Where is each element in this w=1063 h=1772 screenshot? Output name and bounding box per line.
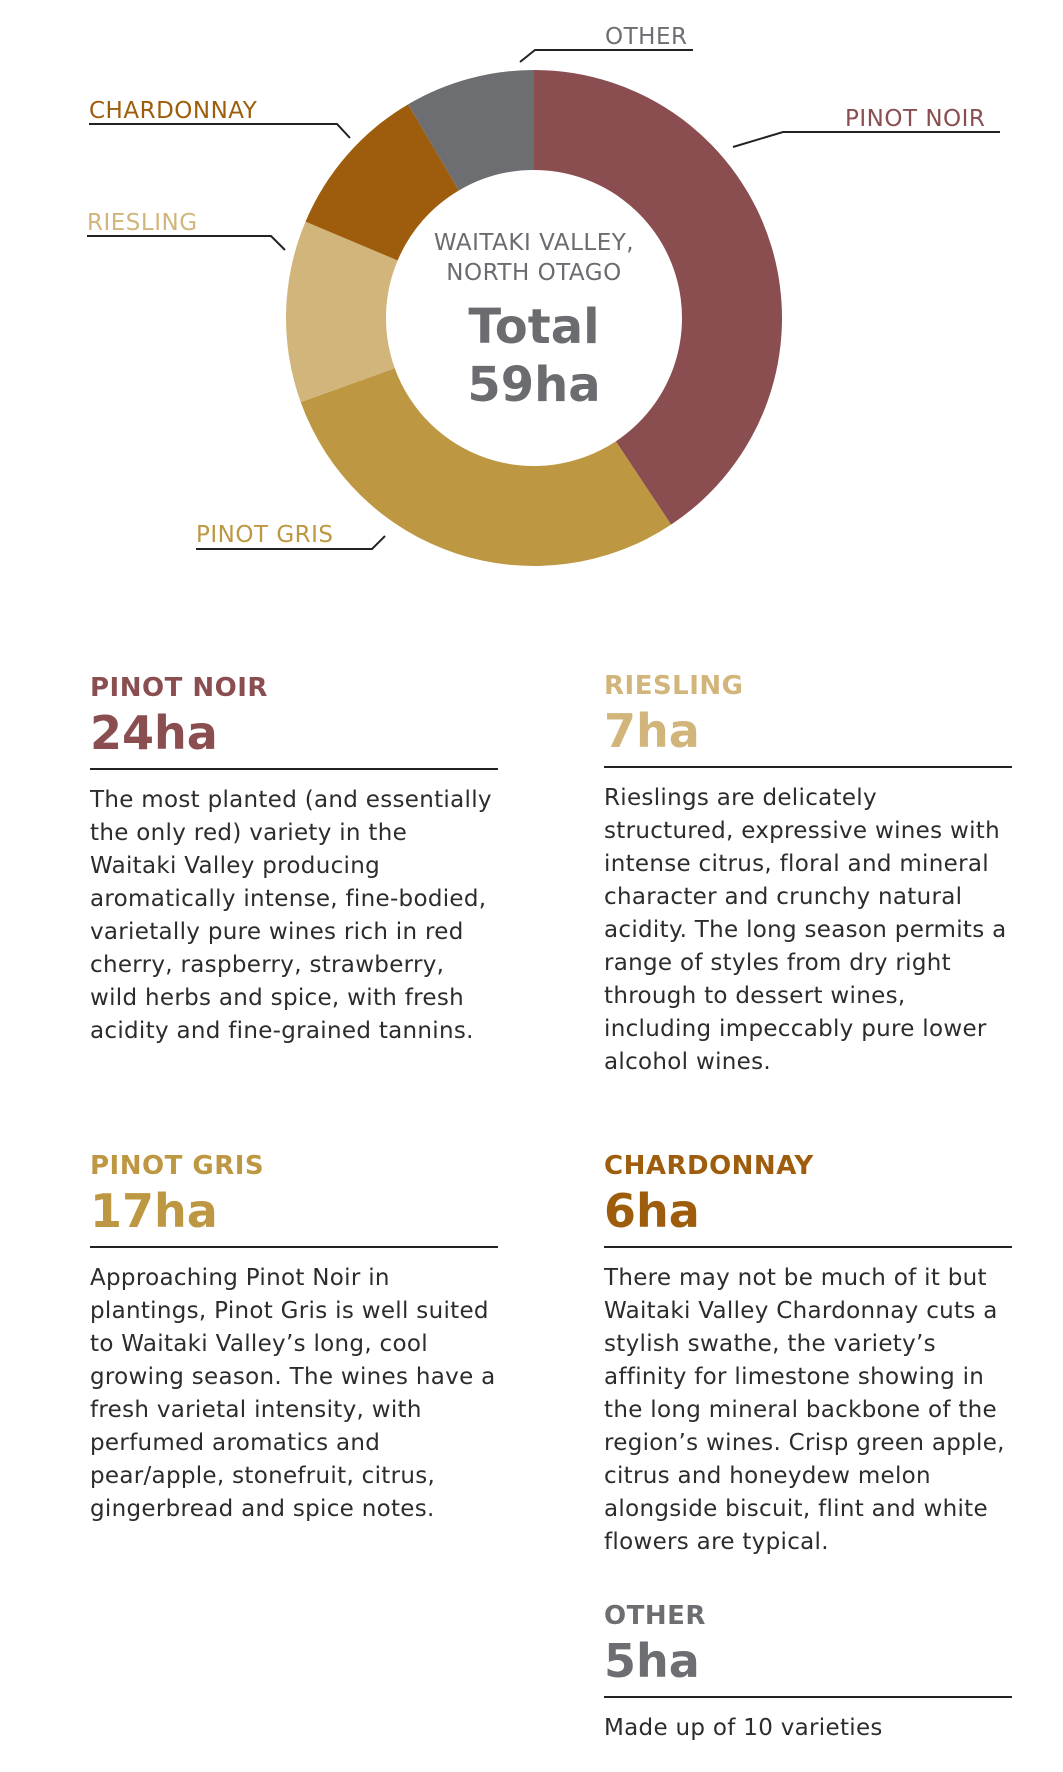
slice-label-riesling: RIESLING (87, 210, 198, 236)
slice-label-pinot-gris: PINOT GRIS (196, 522, 334, 548)
slice-label-chardonnay: CHARDONNAY (89, 98, 258, 124)
card-description: There may not be much of it but Waitaki Valley Chardonnay cuts a stylish swathe, the variety’s affinity for limestone showing in the long mineral backbone of the region’s wines. Crisp green apple, citrus and honeydew melon alongside biscuit, flint and white flowers are typical. (604, 1265, 1005, 1555)
card-divider (604, 766, 1012, 768)
card-divider (604, 1696, 1012, 1698)
card-riesling (604, 670, 1012, 1079)
leader-line-chardonnay (89, 124, 350, 138)
center-subtitle-line-2: NORTH OTAGO (446, 260, 622, 286)
card-description: Made up of 10 varieties (604, 1715, 883, 1741)
center-subtitle-line-1: WAITAKI VALLEY, (433, 230, 635, 256)
donut-chart (0, 0, 1063, 600)
card-variety-name: PINOT NOIR (90, 673, 268, 703)
card-divider (90, 768, 498, 770)
card-hectares: 5ha (604, 1634, 700, 1688)
slice-label-pinot-noir: PINOT NOIR (845, 106, 986, 132)
card-description: Approaching Pinot Noir in plantings, Pinot Gris is well suited to Waitaki Valley’s long, cool growing season. The wines have a fresh varietal intensity, with perfumed aromatics and pear/apple, stonefruit, citrus, gingerbread and spice notes. (90, 1265, 496, 1522)
card-variety-name: PINOT GRIS (90, 1151, 265, 1181)
card-hectares: 17ha (90, 1184, 218, 1238)
card-hectares: 6ha (604, 1184, 700, 1238)
card-chardonnay (604, 1150, 1012, 1559)
card-hectares: 24ha (90, 706, 218, 760)
card-divider (604, 1246, 1012, 1248)
card-variety-name: CHARDONNAY (604, 1151, 814, 1181)
card-variety-name: RIESLING (604, 671, 744, 701)
leader-line-other (520, 50, 693, 62)
card-divider (90, 1246, 498, 1248)
card-hectares: 7ha (604, 704, 700, 758)
card-pinot-noir (90, 672, 498, 1048)
leader-line-riesling (87, 236, 285, 250)
card-description: Rieslings are delicately structured, expressive wines with intense citrus, floral and mineral character and crunchy natural acidity. The long season permits a range of styles from dry right through to dessert wines, including impeccably pure lower alcohol wines. (604, 785, 1007, 1075)
card-description: The most planted (and essentially the only red) variety in the Waitaki Valley producing aromatically intense, fine-bodied, varietally pure wines rich in red cherry, raspberry, strawberry, wild herbs and spice, with fresh acidity and fine-grained tannins. (90, 787, 492, 1044)
slice-pinot-noir (534, 70, 782, 525)
slice-label-other: OTHER (605, 24, 688, 50)
center-total-value: 59ha (467, 357, 601, 413)
card-other (604, 1600, 1012, 1745)
leader-line-pinot-noir (733, 132, 1000, 147)
card-variety-name: OTHER (604, 1601, 706, 1631)
center-total-label: Total (468, 299, 600, 355)
card-pinot-gris (90, 1150, 498, 1526)
